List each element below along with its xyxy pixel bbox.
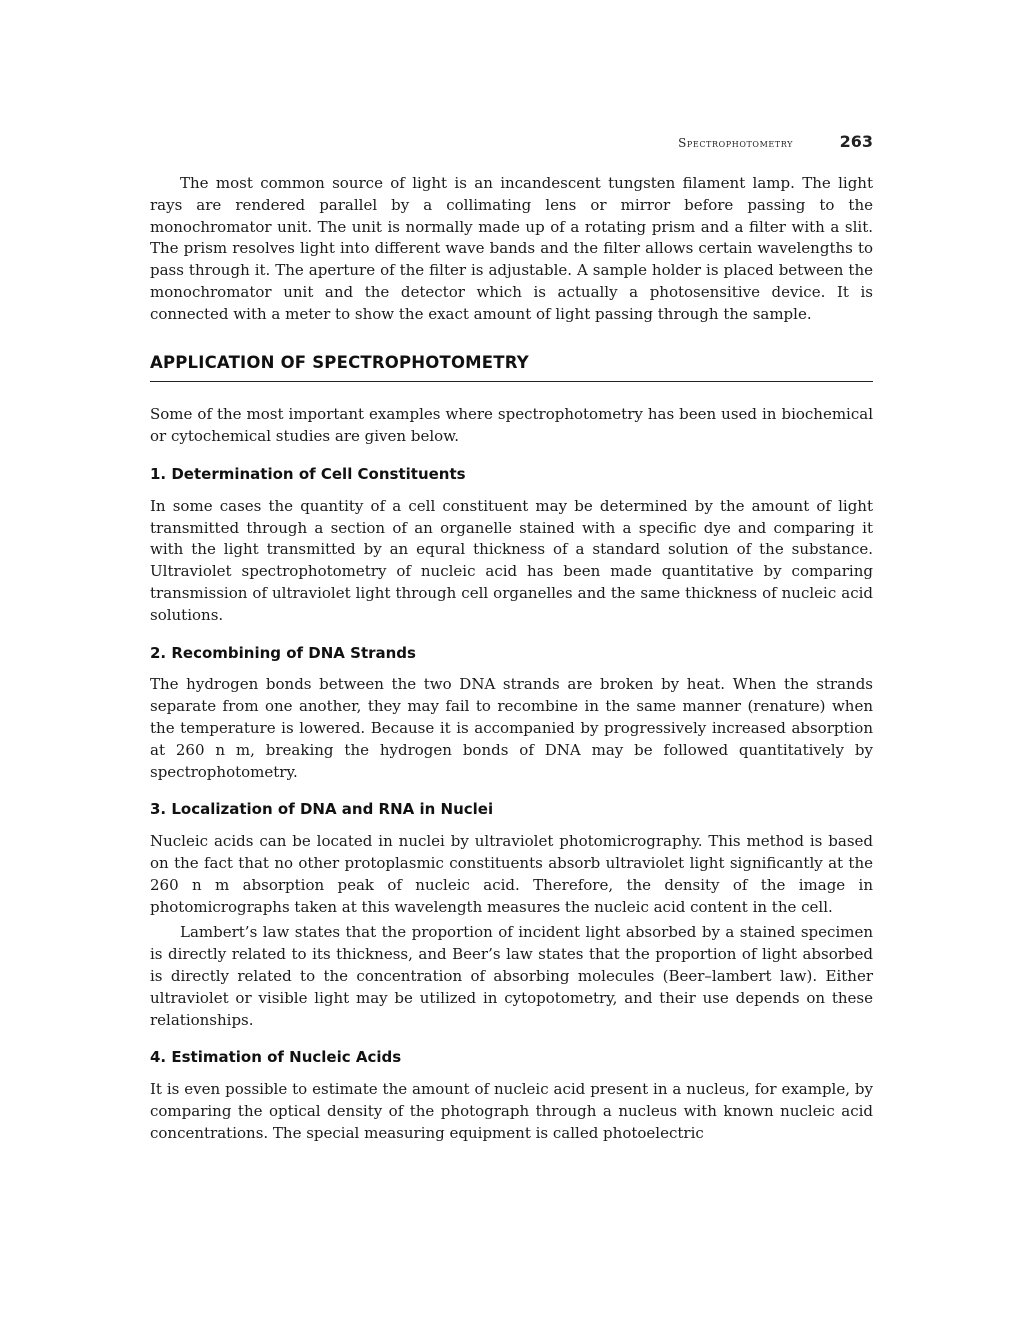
subsection-heading: 2. Recombining of DNA Strands — [150, 643, 416, 662]
page-header — [150, 130, 873, 156]
subsection-paragraph: It is even possible to estimate the amount of nucleic acid present in a nucleus, for example, by comparing the optical density of the photograph through a nucleus with known nucleic acid concentrations. The special measuring equipment is called photoelectric — [150, 1080, 873, 1142]
subsection-paragraph: In some cases the quantity of a cell constituent may be determined by the amount of light transmitted through a section of an organelle stained with a specific dye and comparing it with the light transmitted by an equral thickness of a standard solution of the substance. Ultraviolet spectrophotometry of nucleic acid has been made quantitative by comparing transmission of ultraviolet light through cell organelles and the same thickness of nucleic acid solutions. — [150, 496, 873, 624]
page-body — [150, 173, 873, 1144]
subsection-paragraph: Nucleic acids can be located in nuclei by ultraviolet photomicrography. This method is based on the fact that no other protoplasmic constituents absorb ultraviolet light significantly at the 260 n m absorption peak of nucleic acid. Therefore, the density of the image in photomicrographs taken at this wavelength measures the nucleic acid content in the cell. — [150, 832, 873, 916]
subsection-paragraph: The hydrogen bonds between the two DNA strands are broken by heat. When the strands separate from one another, they may fail to recombine in the same manner (renature) when the temperature is lowered. Because it is accompanied by progressively increased absorption at 260 n m, breaking the hydrogen bonds of DNA may be followed quantitatively by spectrophotometry. — [150, 675, 873, 781]
intro-paragraph: The most common source of light is an incandescent tungsten filament lamp. The light rays are rendered parallel by a collimating lens or mirror before passing to the monochromator unit. The unit is normally made up of a rotating prism and a filter with a slit. The prism resolves light into different wave bands and the filter allows certain wavelengths to pass through it. The aperture of the filter is adjustable. A sample holder is placed between the monochromator unit and the detector which is actually a photosensitive device. It is connected with a meter to show the exact amount of light passing through the sample. — [150, 174, 873, 323]
running-head: Spectrophotometry — [678, 136, 793, 150]
section-heading: APPLICATION OF SPECTROPHOTOMETRY — [150, 352, 873, 383]
subsection-heading: 4. Estimation of Nucleic Acids — [150, 1048, 402, 1067]
subsection-heading: 3. Localization of DNA and RNA in Nuclei — [150, 800, 494, 819]
section-intro-paragraph: Some of the most important examples where spectrophotometry has been used in biochemical or cytochemical studies are given below. — [150, 405, 873, 446]
subsection-heading: 1. Determination of Cell Constituents — [150, 464, 466, 483]
page-number: 263 — [839, 132, 873, 151]
subsection-paragraph: Lambert’s law states that the proportion of incident light absorbed by a stained specimen is directly related to its thickness, and Beer’s law states that the proportion of light absorbed is directly related to the concentration of absorbing molecules (Beer–lambert law). Either ultraviolet or visible light may be utilized in cytopotometry, and their use depends on these relationships. — [150, 923, 873, 1029]
